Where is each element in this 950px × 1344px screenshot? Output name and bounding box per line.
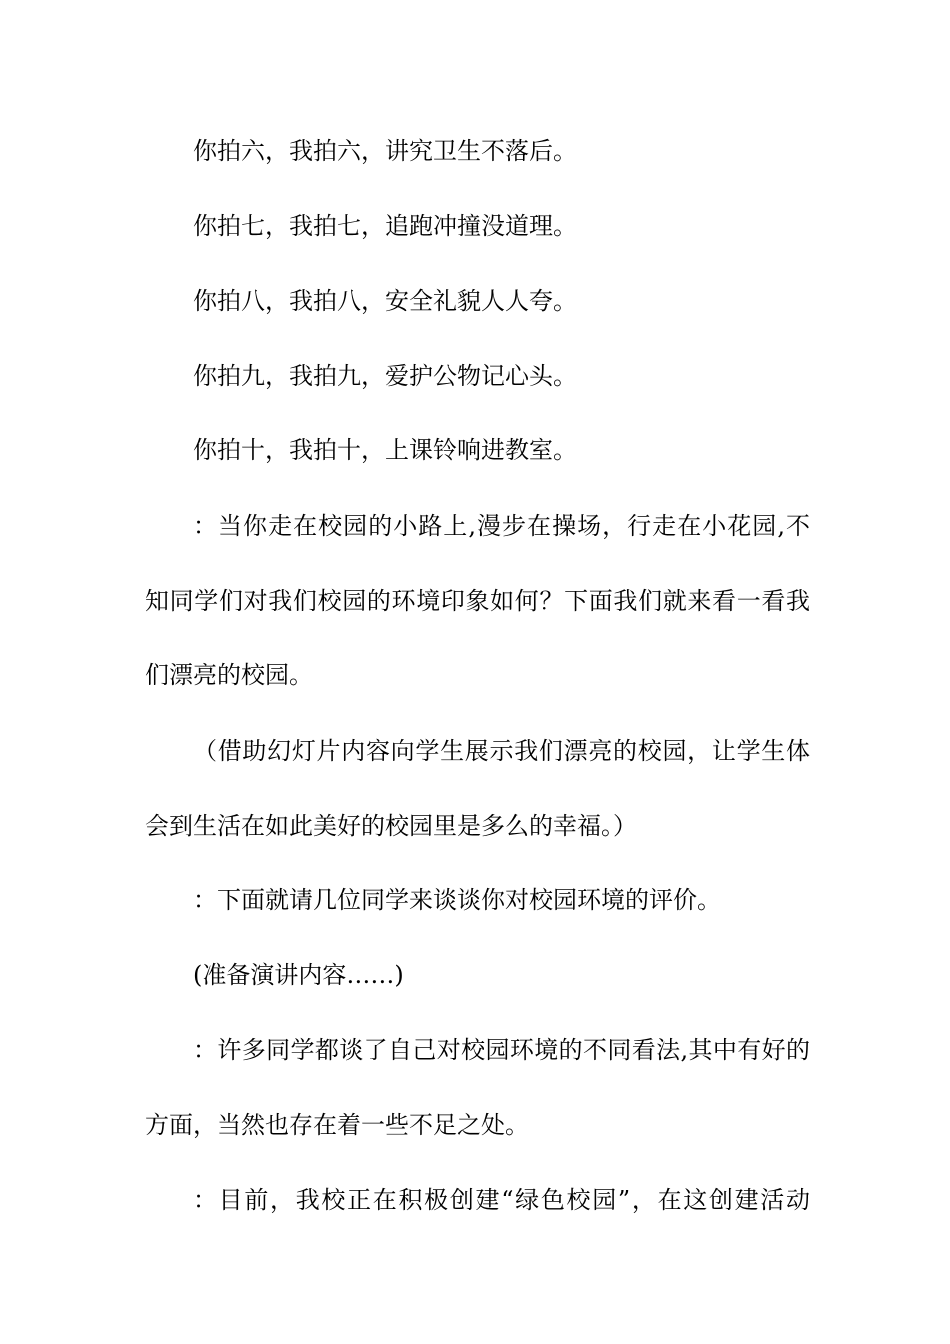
text-line-12: (准备演讲内容……): [193, 961, 404, 989]
text-line-7: 知同学们对我们校园的环境印象如何？下面我们就来看一看我: [145, 587, 810, 615]
text-line-9: （借助幻灯片内容向学生展示我们漂亮的校园，让学生体: [193, 737, 810, 765]
text-line-2: 你拍七，我拍七，追跑冲撞没道理。: [193, 212, 577, 240]
text-line-14: 方面，当然也存在着一些不足之处。: [145, 1111, 529, 1139]
text-line-8: 们漂亮的校园。: [145, 661, 313, 689]
text-line-13: ：许多同学都谈了自己对校园环境的不同看法,其中有好的: [193, 1036, 810, 1064]
text-line-6: ：当你走在校园的小路上,漫步在操场，行走在小花园,不: [193, 512, 810, 540]
text-line-10: 会到生活在如此美好的校园里是多么的幸福。）: [145, 812, 637, 840]
text-line-4: 你拍九，我拍九，爱护公物记心头。: [193, 362, 577, 390]
text-line-15: ：目前，我校正在积极创建“绿色校园”，在这创建活动: [193, 1186, 810, 1214]
text-line-1: 你拍六，我拍六，讲究卫生不落后。: [193, 137, 577, 165]
text-line-5: 你拍十，我拍十，上课铃响进教室。: [193, 436, 577, 464]
text-line-11: ：下面就请几位同学来谈谈你对校园环境的评价。: [193, 886, 721, 914]
text-line-3: 你拍八，我拍八，安全礼貌人人夸。: [193, 287, 577, 315]
